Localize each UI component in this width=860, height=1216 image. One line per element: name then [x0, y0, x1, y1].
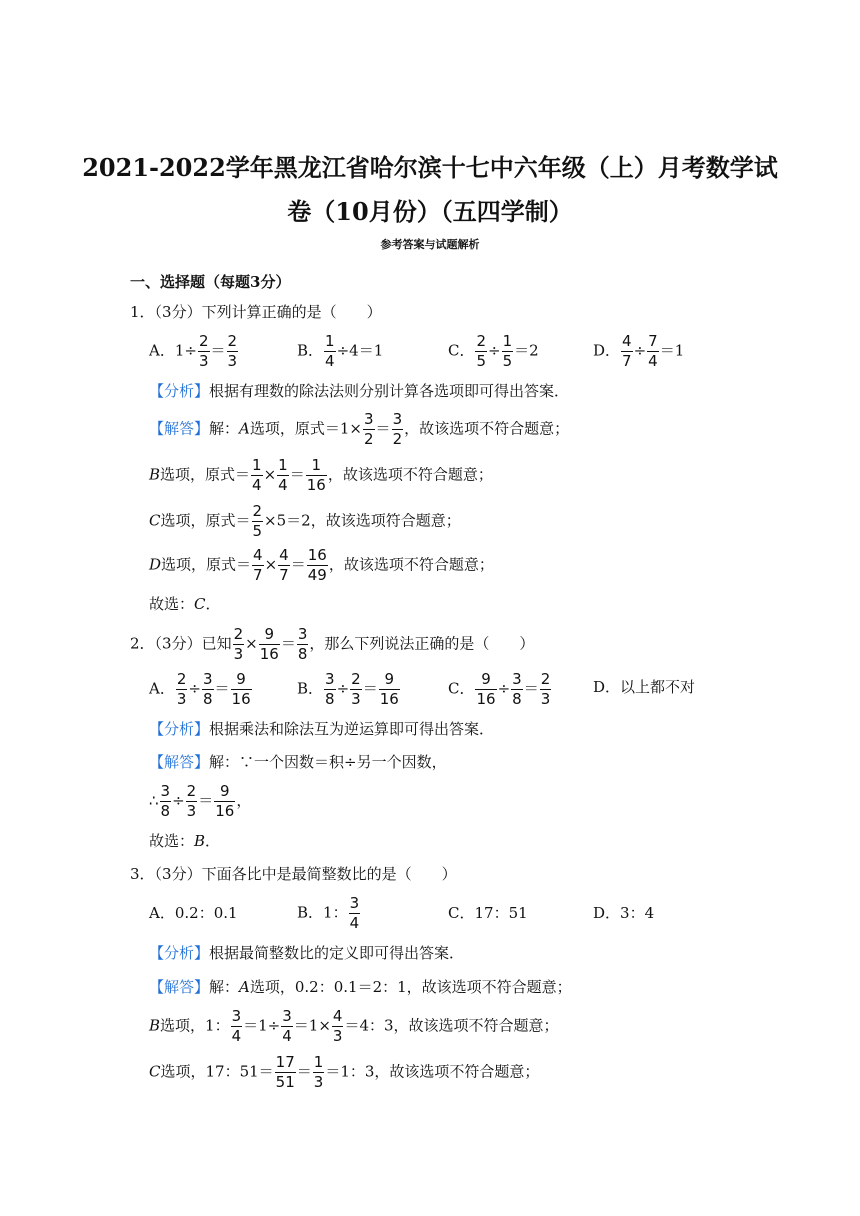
q3-stem: 3．（3分）下面各比中是最简整数比的是（ ） — [130, 865, 457, 883]
analysis-tag: 【分析】 — [149, 944, 210, 962]
q2-option-d: D．以上都不对 — [593, 678, 696, 696]
fraction: $\frac{1}{5}$ — [502, 332, 513, 370]
analysis-tag: 【分析】 — [149, 382, 210, 400]
fraction: $\frac{1}{3}$ — [313, 1053, 324, 1091]
q2-solution-1: 【解答】解：∵一个因数＝积÷另一个因数， — [149, 753, 447, 771]
subtitle: 参考答案与试题解析 — [380, 238, 480, 251]
q2-solution-2: ∴ $\frac{3}{8}$ ÷ $\frac{2}{3}$ ＝ $\frac{9}{16}$ ， — [149, 782, 252, 820]
fraction: $\frac{2}{3}$ — [227, 332, 238, 370]
fraction: $\frac{9}{16}$ — [215, 782, 235, 820]
fraction: $\frac{2}{3}$ — [540, 670, 551, 708]
fraction: $\frac{9}{16}$ — [231, 670, 251, 708]
fraction: $\frac{3}{4}$ — [282, 1007, 292, 1045]
q1-solution-c: C选项，原式＝ $\frac{2}{5}$ ×5＝2，故该选项符合题意； — [149, 502, 461, 540]
fraction: $\frac{16}{49}$ — [307, 546, 327, 584]
q3-option-d: D．3：4 — [593, 904, 655, 922]
fraction: $\frac{2}{3}$ — [351, 670, 361, 708]
fraction: $\frac{3}{4}$ — [231, 1007, 242, 1045]
q3-solution-c: C选项，17：51＝ $\frac{17}{51}$ ＝ $\frac{1}{3}$ ＝1：3，故该选项不符合题意； — [149, 1053, 540, 1091]
fraction: $\frac{4}{7}$ — [253, 546, 263, 584]
q1-choice: 故选：C． — [149, 595, 221, 613]
q2-option-a: A． $\frac{2}{3}$ ÷ $\frac{3}{8}$ ＝ $\frac{9}{16}$ — [149, 670, 251, 708]
q3-option-b: B．1： $\frac{3}{4}$ — [297, 894, 360, 932]
fraction: $\frac{3}{8}$ — [160, 782, 171, 820]
fraction: $\frac{2}{5}$ — [252, 502, 263, 540]
q3-solution-b: B选项，1： $\frac{3}{4}$ ＝1÷ $\frac{3}{4}$ ＝1× $\frac{4}{3}$ ＝4：3，故该选项不符合题意； — [149, 1007, 559, 1045]
q2-stem: 2．（3分）已知 $\frac{2}{3}$ × $\frac{9}{16}$ ＝ $\frac{3}{8}$ ，那么下列说法正确的是（ ） — [130, 625, 535, 663]
fraction: $\frac{3}{2}$ — [364, 410, 374, 448]
fraction: $\frac{7}{4}$ — [648, 332, 658, 370]
q1-option-d: D． $\frac{4}{7}$ ÷ $\frac{7}{4}$ ＝1 — [593, 332, 685, 370]
fraction: $\frac{1}{4}$ — [325, 332, 335, 370]
q1-solution-a: 【解答】解：A选项，原式＝1× $\frac{3}{2}$ ＝ $\frac{3}{2}$ ，故该选项不符合题意； — [149, 410, 570, 448]
fraction: $\frac{17}{51}$ — [275, 1053, 295, 1091]
fraction: $\frac{9}{16}$ — [379, 670, 399, 708]
q3-solution-a: 【解答】解：A选项，0.2：0.1＝2：1，故该选项不符合题意； — [149, 978, 572, 996]
fraction: $\frac{3}{4}$ — [349, 894, 360, 932]
fraction: $\frac{1}{4}$ — [252, 456, 262, 494]
q3-option-c: C．17：51 — [448, 904, 528, 922]
fraction: $\frac{3}{8}$ — [325, 670, 335, 708]
fraction: $\frac{9}{16}$ — [259, 625, 279, 663]
q1-option-b: B． $\frac{1}{4}$ ÷4＝1 — [297, 332, 384, 370]
title-line-2: 卷（10月份）（五四学制） — [287, 197, 573, 226]
fraction: $\frac{3}{8}$ — [297, 625, 308, 663]
q2-option-c: C． $\frac{9}{16}$ ÷ $\frac{3}{8}$ ＝ $\frac{2}{3}$ — [448, 670, 551, 708]
q1-stem: 1．（3分）下列计算正确的是（ ） — [130, 303, 382, 321]
fraction: $\frac{3}{8}$ — [512, 670, 522, 708]
q1-analysis: 【分析】根据有理数的除法法则分别计算各选项即可得出答案． — [149, 382, 570, 400]
fraction: $\frac{2}{3}$ — [233, 625, 244, 663]
fraction: $\frac{4}{7}$ — [622, 332, 632, 370]
fraction: $\frac{1}{4}$ — [278, 456, 288, 494]
section-heading: 一、选择题（每题3分） — [130, 273, 291, 291]
answer-tag: 【解答】 — [149, 978, 210, 996]
fraction: $\frac{2}{5}$ — [476, 332, 487, 370]
q2-choice: 故选：B． — [149, 832, 221, 850]
q1-solution-d: D选项，原式＝ $\frac{4}{7}$ × $\frac{4}{7}$ ＝ $\frac{16}{49}$ ，故该选项不符合题意； — [149, 546, 494, 584]
q1-option-a: A．1÷ $\frac{2}{3}$ ＝ $\frac{2}{3}$ — [149, 332, 238, 370]
q2-option-b: B． $\frac{3}{8}$ ÷ $\frac{2}{3}$ ＝ $\frac{9}{16}$ — [297, 670, 399, 708]
analysis-tag: 【分析】 — [149, 720, 210, 738]
title-line-1: 2021-2022学年黑龙江省哈尔滨十七中六年级（上）月考数学试 — [82, 153, 778, 182]
fraction: $\frac{2}{3}$ — [176, 670, 187, 708]
q1-option-c: C． $\frac{2}{5}$ ÷ $\frac{1}{5}$ ＝2 — [448, 332, 539, 370]
answer-tag: 【解答】 — [149, 753, 210, 771]
fraction: $\frac{3}{2}$ — [392, 410, 403, 448]
q3-option-a: A．0.2：0.1 — [149, 904, 238, 922]
fraction: $\frac{2}{3}$ — [186, 782, 197, 820]
fraction: $\frac{1}{16}$ — [306, 456, 326, 494]
fraction: $\frac{2}{3}$ — [198, 332, 209, 370]
q2-analysis: 【分析】根据乘法和除法互为逆运算即可得出答案． — [149, 720, 495, 738]
q1-solution-b: B选项，原式＝ $\frac{1}{4}$ × $\frac{1}{4}$ ＝ $\frac{1}{16}$ ，故该选项不符合题意； — [149, 456, 493, 494]
fraction: $\frac{3}{8}$ — [202, 670, 213, 708]
fraction: $\frac{4}{7}$ — [279, 546, 289, 584]
fraction: $\frac{4}{3}$ — [332, 1007, 343, 1045]
answer-tag: 【解答】 — [149, 419, 210, 438]
q3-analysis: 【分析】根据最简整数比的定义即可得出答案． — [149, 944, 465, 962]
fraction: $\frac{9}{16}$ — [476, 670, 496, 708]
